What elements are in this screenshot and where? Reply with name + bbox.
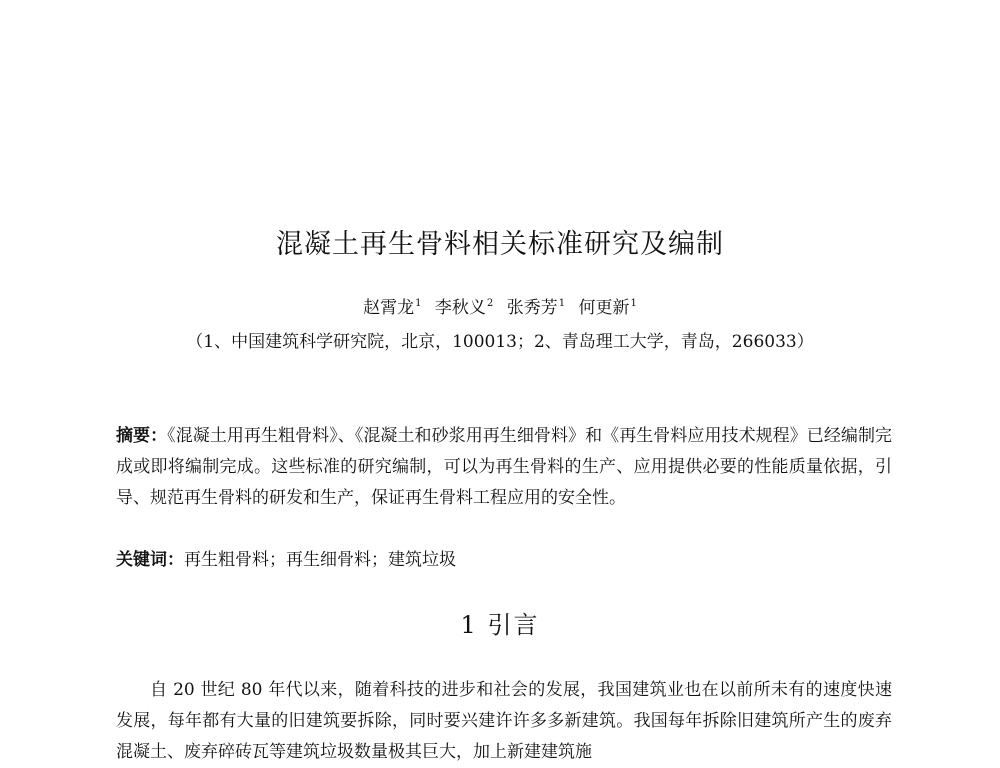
- author: [578, 298, 636, 318]
- author-affiliation-mark: 1: [630, 298, 637, 310]
- keywords-label: 关键词：: [116, 550, 184, 570]
- abstract: [116, 421, 892, 514]
- paper-title: 混凝土再生骨料相关标准研究及编制: [276, 229, 724, 260]
- abstract-text: 《混凝土用再生粗骨料》、《混凝土和砂浆用再生细骨料》和《再生骨料应用技术规程》已经编制完成或即将编制完成。这些标准的研究编制，可以为再生骨料的生产、应用提供必要的性能质量依据，引导、规范再生骨料的研发和生产，保证再生骨料工程应用的安全性。: [116, 426, 893, 508]
- affiliation-line: （1、中国建筑科学研究院，北京，100013；2、青岛理工大学，青岛，266033）: [186, 332, 814, 352]
- author: [363, 298, 421, 318]
- author-name: 赵霄龙: [363, 298, 415, 318]
- keywords-text: 再生粗骨料；再生细骨料；建筑垃圾: [184, 550, 456, 570]
- keywords: [116, 547, 892, 573]
- author-name: 李秋义: [434, 298, 486, 318]
- author-name: 何更新: [578, 298, 630, 318]
- author-affiliation-mark: 1: [558, 298, 566, 310]
- author-name: 张秀芳: [506, 298, 558, 318]
- section-heading: 1 引言: [460, 611, 540, 639]
- author: [435, 298, 493, 318]
- author-affiliation-mark: 1: [415, 298, 422, 310]
- author-list: [0, 293, 1000, 318]
- author: [507, 298, 565, 318]
- author-affiliation-mark: 2: [486, 298, 494, 310]
- abstract-label: 摘要：: [116, 426, 168, 446]
- body-paragraph: 自 20 世纪 80 年代以来，随着科技的进步和社会的发展，我国建筑业也在以前所未有的速度快速发展，每年都有大量的旧建筑要拆除，同时要兴建许许多多新建筑。我国每年拆除旧建筑所产生的废弃混凝土、废弃碎砖瓦等建筑垃圾数量极其巨大，加上新建建筑施: [116, 680, 892, 762]
